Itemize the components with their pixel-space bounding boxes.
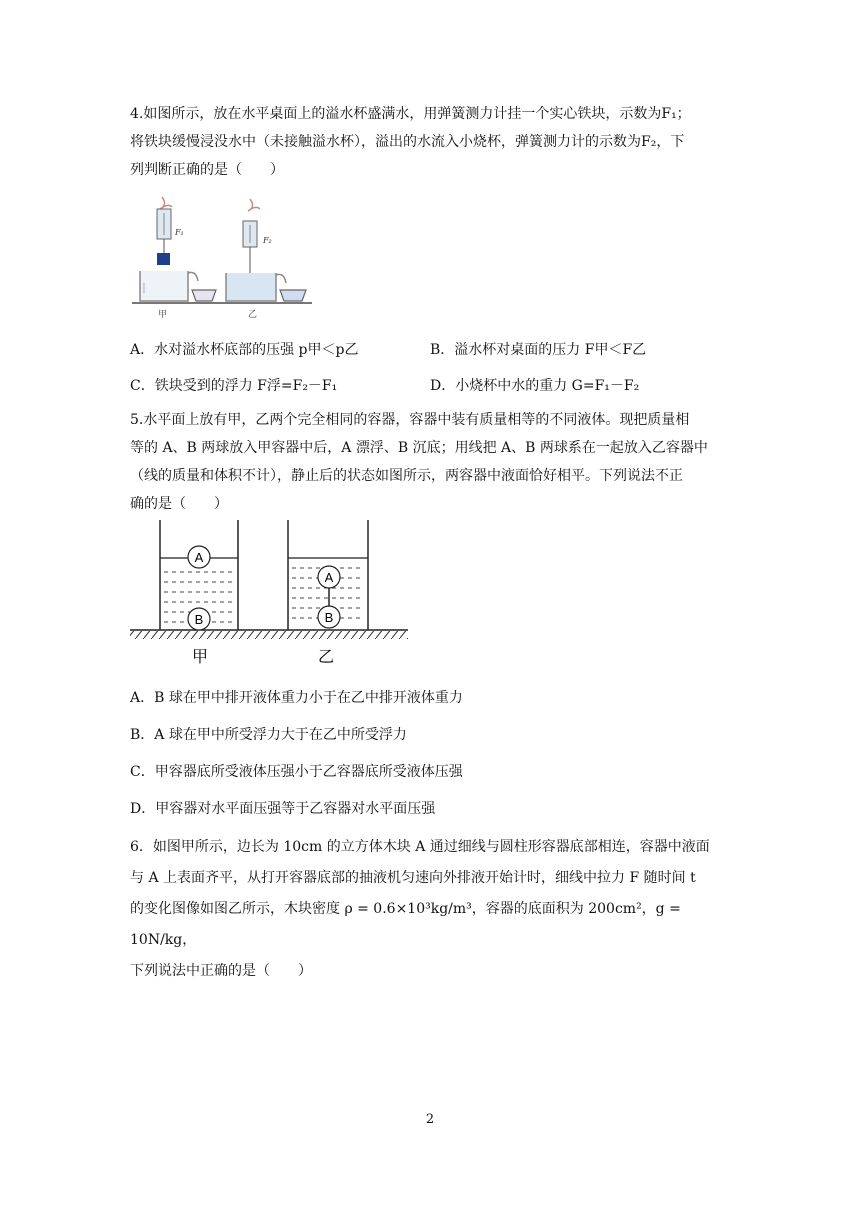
q5-stem xyxy=(130,406,730,518)
q4-fig-label-left: 甲 xyxy=(158,310,168,320)
ball-a-yi-label: A xyxy=(324,570,334,585)
q6-line-3: 的变化图像如图乙所示，木块密度 ρ = 0.6×10³kg/m³，容器的底面积为 200cm²，g = 10N/kg， xyxy=(130,901,681,948)
q5-option-a: A．B 球在甲中排开液体重力小于在乙中排开液体重力 xyxy=(130,690,463,706)
q4-option-d: D．小烧杯中水的重力 G=F₁－F₂ xyxy=(430,378,640,394)
q4-stem xyxy=(130,100,730,184)
q5-option-c: C．甲容器底所受液体压强小于乙容器底所受液体压强 xyxy=(130,764,463,780)
q4-option-a: A．水对溢水杯底部的压强 p甲＜p乙 xyxy=(130,342,359,358)
q5-fig-label-left: 甲 xyxy=(191,647,209,666)
ball-b-jia-label: B xyxy=(194,612,204,627)
overflow-cup-right xyxy=(226,273,286,301)
q6-stem xyxy=(130,832,730,987)
ball-b-yi-label: B xyxy=(324,610,334,625)
q5-line-1: 5.水平面上放有甲，乙两个完全相同的容器，容器中装有质量相等的不同液体。现把质量相 xyxy=(130,412,690,428)
q4-figure xyxy=(130,195,315,320)
q6-line-2: 与 A 上表面齐平，从打开容器底部的抽液机匀速向外排液开始计时，细线中拉力 F 随时间 t xyxy=(130,870,696,886)
ball-a-jia-label: A xyxy=(194,550,204,565)
q4-fig-f2: F₂ xyxy=(263,236,272,245)
small-beaker-left xyxy=(192,290,216,301)
q5-fig-label-right: 乙 xyxy=(317,647,335,666)
q4-line-3: 列判断正确的是（ ） xyxy=(130,162,284,178)
page-number: 2 xyxy=(425,1112,435,1127)
q4-line-2: 将铁块缓慢浸没水中（未接触溢水杯），溢出的水流入小烧杯，弹簧测力计的示数为F₂，下 xyxy=(130,134,685,150)
q5-option-d: D．甲容器对水平面压强等于乙容器对水平面压强 xyxy=(130,801,436,817)
small-beaker-right xyxy=(280,290,306,301)
q4-option-b: B．溢水杯对桌面的压力 F甲＜F乙 xyxy=(430,342,647,358)
q4-option-c: C．铁块受到的浮力 F浮=F₂－F₁ xyxy=(130,378,338,394)
q5-option-b: B．A 球在甲中所受浮力大于在乙中所受浮力 xyxy=(130,727,407,743)
q4-line-1: 4.如图所示，放在水平桌面上的溢水杯盛满水，用弹簧测力计挂一个实心铁块，示数为F₁； xyxy=(130,106,691,122)
q5-line-3: （线的质量和体积不计），静止后的状态如图所示，两容器中液面恰好相平。下列说法不正 xyxy=(130,468,683,484)
q5-figure xyxy=(128,518,413,670)
q6-line-1: 6．如图甲所示，边长为 10cm 的立方体木块 A 通过细线与圆柱形容器底部相连，容器中液面 xyxy=(130,839,710,855)
q5-line-2: 等的 A、B 两球放入甲容器中后，A 漂浮、B 沉底；用线把 A、B 两球系在一起放入乙容器中 xyxy=(130,440,708,456)
overflow-cup-left xyxy=(140,271,198,301)
container-jia xyxy=(160,520,238,630)
spring-scale-left xyxy=(157,197,172,265)
container-yi xyxy=(288,520,368,630)
ground-hatching xyxy=(130,631,408,639)
q6-line-4: 下列说法中正确的是（ ） xyxy=(130,963,312,979)
q5-line-4: 确的是（ ） xyxy=(130,496,228,512)
q4-fig-label-right: 乙 xyxy=(248,310,258,320)
q4-fig-f1: F₁ xyxy=(175,228,184,237)
